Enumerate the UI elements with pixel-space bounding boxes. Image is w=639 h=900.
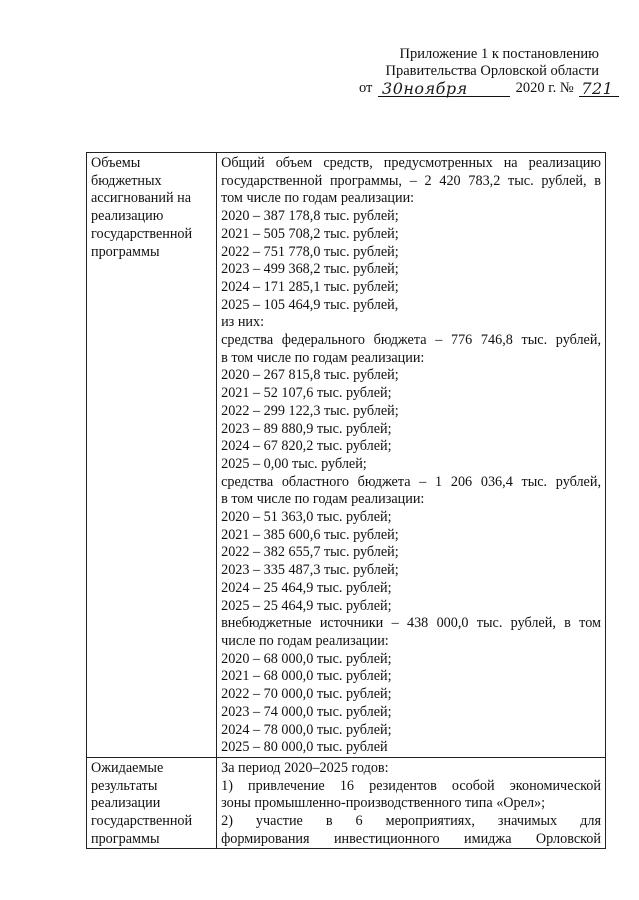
- budget-value-cell: [217, 153, 606, 758]
- results-label-cell: [87, 757, 217, 849]
- label-line: Объемы: [91, 155, 141, 171]
- value-line: числе по годам реализации:: [221, 632, 389, 649]
- value-line: 2021 – 385 600,6 тыс. рублей;: [221, 526, 399, 543]
- value-line: 2024 – 25 464,9 тыс. рублей;: [221, 579, 392, 596]
- value-line: внебюджетные источники – 438 000,0 тыс. рублей, в том: [221, 615, 601, 632]
- value-line: 2025 – 25 464,9 тыс. рублей;: [221, 597, 392, 614]
- value-line: 1) привлечение 16 резидентов особой экономической: [221, 777, 601, 794]
- header-line-1: Приложение 1 к постановлению: [399, 46, 599, 62]
- value-line: 2022 – 382 655,7 тыс. рублей;: [221, 544, 399, 561]
- value-line: 2024 – 171 285,1 тыс. рублей;: [221, 278, 399, 295]
- value-line: 2020 – 68 000,0 тыс. рублей;: [221, 650, 392, 667]
- number-blank: [579, 80, 619, 97]
- header-date-line: [359, 79, 614, 98]
- value-line: том числе по годам реализации:: [221, 190, 415, 207]
- label-line: реализации: [91, 795, 161, 812]
- handwritten-date: 30ноября: [382, 79, 468, 98]
- value-line: 2022 – 751 778,0 тыс. рублей;: [221, 243, 399, 260]
- value-line: 2025 – 0,00 тыс. рублей;: [221, 455, 367, 472]
- program-table: [86, 152, 606, 849]
- label-line: результаты: [91, 777, 158, 794]
- value-line: 2) участие в 6 мероприятиях, значимых для: [221, 813, 601, 830]
- value-line: в том числе по годам реализации:: [221, 491, 425, 508]
- label-line: ассигнований на: [91, 190, 192, 207]
- value-line: из них:: [221, 314, 265, 331]
- table-row-results: [87, 757, 606, 849]
- label-line: бюджетных: [91, 172, 162, 189]
- table-row-budget: [87, 153, 606, 758]
- value-line: Общий объем средств, предусмотренных на реализацию: [221, 155, 601, 171]
- appendix-header: [359, 46, 614, 98]
- value-line: в том числе по годам реализации:: [221, 349, 425, 366]
- value-line: средства федерального бюджета – 776 746,8 тыс. рублей,: [221, 332, 601, 349]
- value-line: 2025 – 105 464,9 тыс. рублей,: [221, 296, 399, 313]
- value-line: государственной программы, – 2 420 783,2 тыс. рублей, в: [221, 172, 601, 189]
- value-line: 2021 – 52 107,6 тыс. рублей;: [221, 385, 392, 402]
- handwritten-number: 721: [581, 79, 614, 98]
- value-line: 2025 – 80 000,0 тыс. рублей: [221, 739, 388, 756]
- header-line-2: Правительства Орловской области: [385, 63, 599, 79]
- value-line: 2023 – 74 000,0 тыс. рублей;: [221, 703, 392, 720]
- value-line: 2023 – 335 487,3 тыс. рублей;: [221, 562, 399, 579]
- budget-label-cell: [87, 153, 217, 758]
- value-line: 2024 – 78 000,0 тыс. рублей;: [221, 721, 392, 738]
- number-label: №: [559, 80, 574, 96]
- value-line: средства областного бюджета – 1 206 036,4 тыс. рублей,: [221, 473, 601, 490]
- from-label: от: [359, 80, 373, 96]
- value-line: 2020 – 387 178,8 тыс. рублей;: [221, 208, 399, 225]
- label-line: реализацию: [91, 208, 164, 225]
- value-line: зоны промышленно-производственного типа «Орел»;: [221, 795, 546, 812]
- value-line: 2022 – 70 000,0 тыс. рублей;: [221, 686, 392, 703]
- value-line: 2022 – 299 122,3 тыс. рублей;: [221, 402, 399, 419]
- value-line: 2023 – 89 880,9 тыс. рублей;: [221, 420, 392, 437]
- value-line: 2020 – 267 815,8 тыс. рублей;: [221, 367, 399, 384]
- label-line: Ожидаемые: [91, 759, 164, 776]
- value-line: 2023 – 499 368,2 тыс. рублей;: [221, 261, 399, 278]
- value-line: 2021 – 68 000,0 тыс. рублей;: [221, 668, 392, 685]
- value-line: 2021 – 505 708,2 тыс. рублей;: [221, 225, 399, 242]
- value-line: формирования инвестиционного имиджа Орловской: [221, 830, 601, 847]
- label-line: государственной: [91, 225, 193, 242]
- label-line: государственной: [91, 813, 193, 830]
- value-line: 2024 – 67 820,2 тыс. рублей;: [221, 438, 392, 455]
- date-blank: [378, 80, 510, 97]
- value-line: 2020 – 51 363,0 тыс. рублей;: [221, 509, 392, 526]
- results-value-cell: [217, 757, 606, 849]
- label-line: программы: [91, 830, 160, 847]
- year-text: 2020 г.: [515, 80, 557, 96]
- label-line: программы: [91, 243, 160, 260]
- value-line: За период 2020–2025 годов:: [221, 759, 389, 776]
